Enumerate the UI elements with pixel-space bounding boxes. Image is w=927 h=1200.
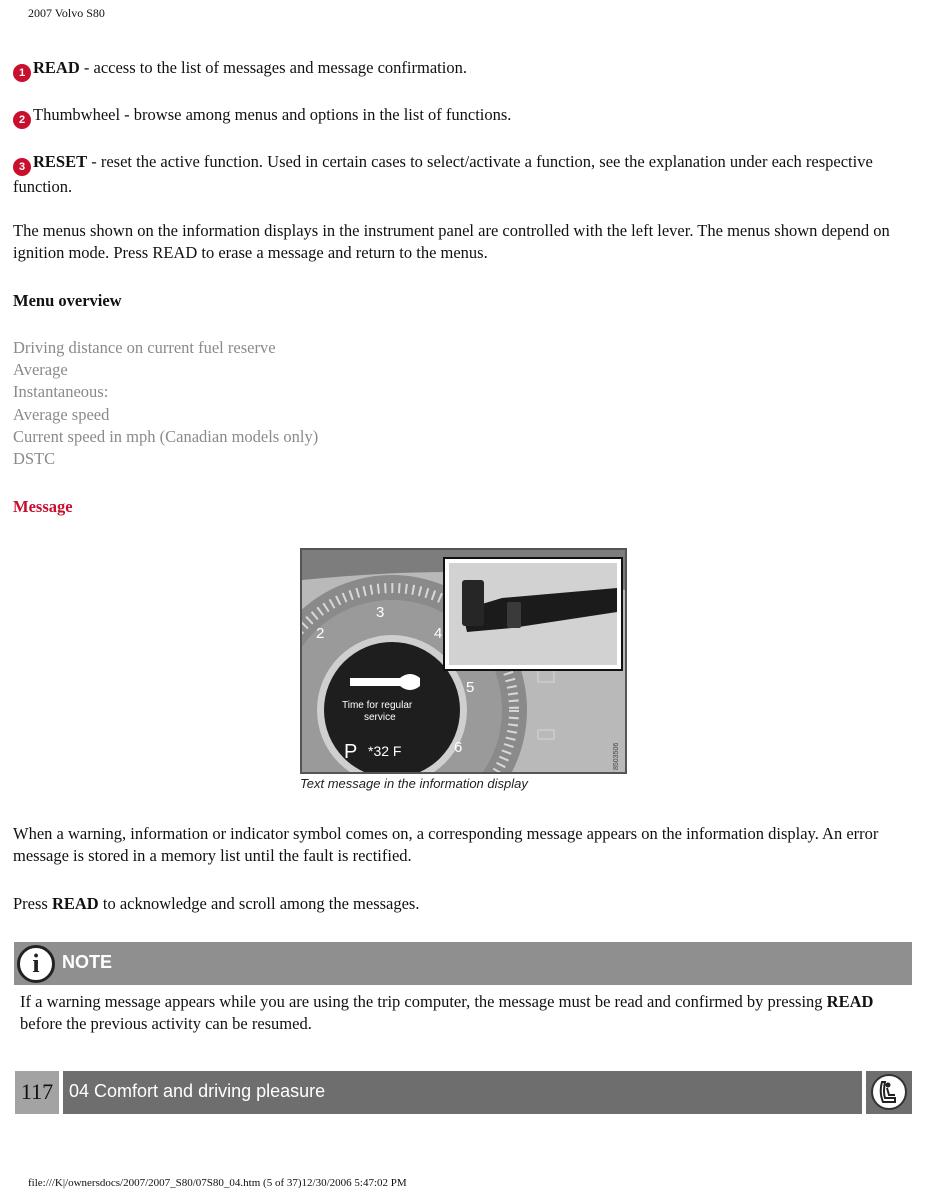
display-message-line2: service: [364, 712, 396, 723]
menu-item: Current speed in mph (Canadian models only): [13, 427, 319, 446]
menu-item: Driving distance on current fuel reserve: [13, 338, 276, 357]
note-text-pre: If a warning message appears while you are using the trip computer, the message must be read and confirmed by pressing: [20, 992, 827, 1011]
number-badge-3: 3: [13, 158, 31, 176]
gauge-number: 3: [376, 604, 385, 621]
item-reset-text: - reset the active function. Used in certain cases to select/activate a function, see the explanation under each respective function.: [13, 152, 873, 196]
item-read: [13, 57, 913, 82]
item-reset: [13, 151, 913, 198]
figure-caption: Text message in the information display: [300, 776, 528, 791]
message-paragraph: When a warning, information or indicator symbol comes on, a corresponding message appears on the information display. An error message is stored in a memory list until the fault is rectified.: [13, 824, 879, 865]
gear-indicator: P: [344, 741, 358, 763]
instrument-panel-figure: [300, 548, 627, 774]
item-read-text: - access to the list of messages and message confirmation.: [79, 58, 467, 77]
item-thumbwheel-text: Thumbwheel - browse among menus and options in the list of functions.: [33, 105, 512, 124]
info-icon: i: [17, 945, 55, 983]
item-reset-bold: RESET: [33, 152, 88, 171]
number-badge-1: 1: [13, 64, 31, 82]
gauge-number: 6: [454, 739, 463, 756]
page-header: 2007 Volvo S80: [28, 6, 105, 20]
press-read-bold: READ: [51, 894, 99, 913]
gauge-number: 4: [434, 625, 443, 642]
note-text: [20, 991, 910, 1035]
item-read-bold: READ: [33, 58, 80, 77]
menu-overview-title: Menu overview: [13, 291, 122, 310]
figure-code: 8503506: [613, 742, 620, 770]
seat-icon: [871, 1074, 907, 1110]
menu-item: Average speed: [13, 405, 110, 424]
menu-item: Instantaneous:: [13, 382, 109, 401]
note-text-post: before the previous activity can be resumed.: [20, 1014, 312, 1033]
press-read-paragraph: [13, 893, 913, 915]
note-bar: [14, 942, 912, 985]
temperature-reading: *32 F: [368, 743, 402, 759]
press-read-post: to acknowledge and scroll among the messages.: [98, 894, 420, 913]
press-read-pre: Press: [13, 894, 52, 913]
item-thumbwheel: [13, 104, 913, 129]
page-number: 117: [15, 1071, 59, 1114]
message-section-title: Message: [13, 497, 73, 516]
page-url: file:///K|/ownersdocs/2007/2007_S80/07S80_04.htm (5 of 37)12/30/2006 5:47:02 PM: [28, 1177, 407, 1189]
gauge-number: 2: [316, 625, 325, 642]
display-message-line1: Time for regular: [342, 700, 413, 711]
gauge-number: 5: [466, 679, 475, 696]
intro-paragraph: The menus shown on the information displays in the instrument panel are controlled with the left lever. The menus shown depend on ignition mode. Press READ to erase a message and return to the menus.: [13, 221, 890, 262]
note-label: NOTE: [62, 952, 113, 972]
seat-icon-box: [866, 1071, 912, 1114]
menu-item: DSTC: [13, 449, 56, 468]
number-badge-2: 2: [13, 111, 31, 129]
menu-item: Average: [13, 360, 68, 379]
note-text-bold: READ: [826, 992, 874, 1011]
section-title: 04 Comfort and driving pleasure: [63, 1071, 862, 1114]
